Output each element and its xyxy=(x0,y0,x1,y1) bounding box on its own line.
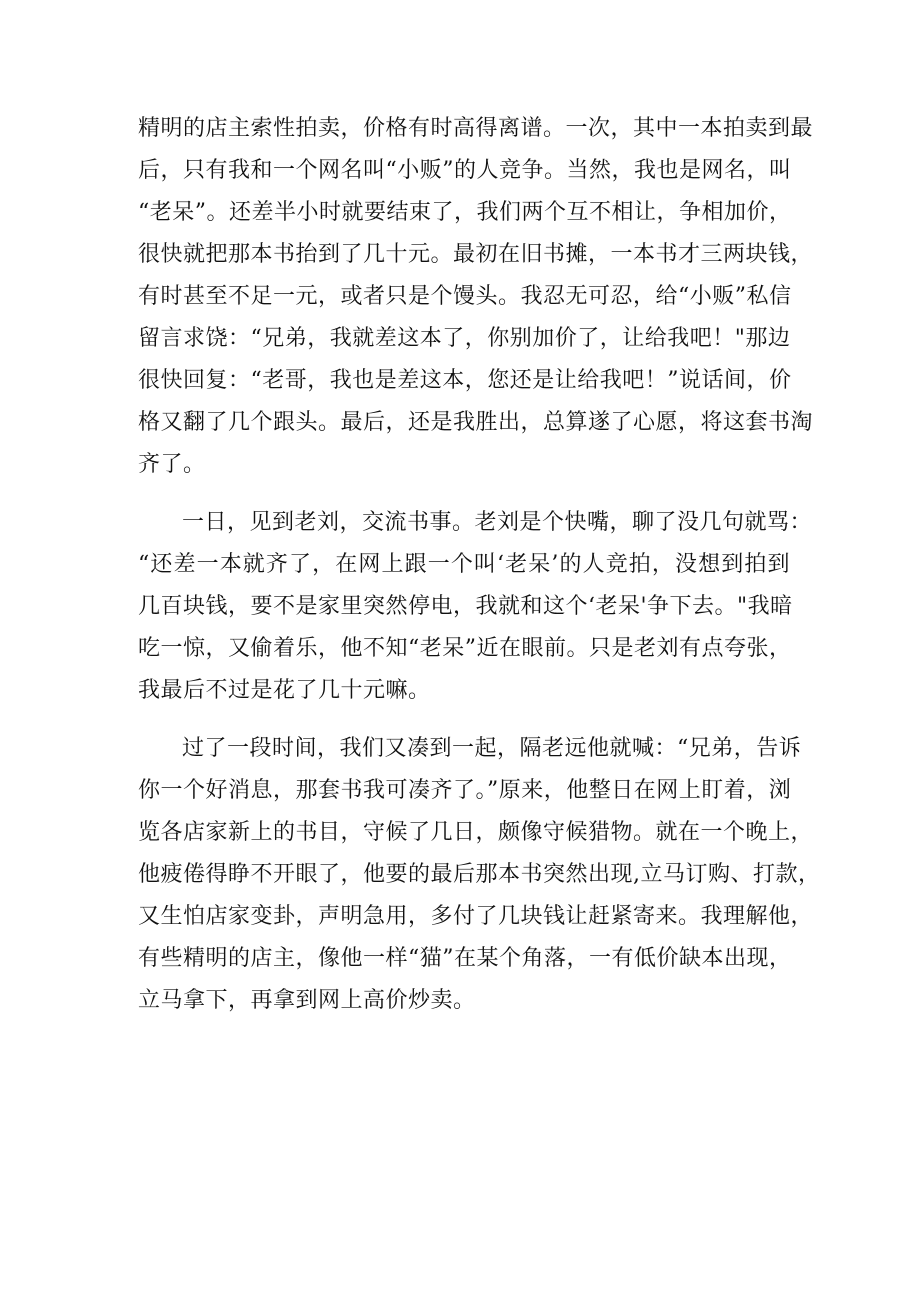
text-line: 吃一惊，又偷着乐，他不知“老呆”近在眼前。只是老刘有点夸张， xyxy=(138,636,792,661)
text-line: 又生怕店家变卦，声明急用，多付了几块钱让赶紧寄来。我理解他， xyxy=(138,904,814,929)
text-line: 后，只有我和一个网名叫“小贩”的人竞争。当然，我也是网名，叫 xyxy=(138,158,792,183)
text-line: 我最后不过是花了几十元嘛。 xyxy=(138,678,431,703)
text-line: 留言求饶：“兄弟，我就差这本了，你别加价了，让给我吧！"那边 xyxy=(138,326,791,351)
text-line: 齐了。 xyxy=(138,452,206,477)
text-line: 精明的店主索性拍卖，价格有时高得离谱。一次，其中一本拍卖到最 xyxy=(138,116,814,141)
text-line: 格又翻了几个跟头。最后，还是我胜出，总算遂了心愿，将这套书淘 xyxy=(138,410,814,435)
text-line: 有时甚至不足一元，或者只是个馒头。我忍无可忍，给“小贩”私信 xyxy=(138,284,792,309)
text-line: 一日，见到老刘，交流书事。老刘是个快嘴，聊了没几句就骂： xyxy=(182,510,813,535)
text-line: 很快回复：“老哥，我也是差这本，您还是让给我吧！”说话间，价 xyxy=(138,368,792,393)
text-line: 过了一段时间，我们又凑到一起，隔老远他就喊：“兄弟，告诉 xyxy=(182,736,802,761)
text-line: 他疲倦得睁不开眼了，他要的最后那本书突然出现,立马订购、打款， xyxy=(138,862,821,887)
text-line: 几百块钱，要不是家里突然停电，我就和这个‘老呆'争下去。"我暗 xyxy=(138,594,793,619)
text-line: 很快就把那本书抬到了几十元。最初在旧书摊，一本书才三两块钱， xyxy=(138,242,814,267)
paragraph-1 xyxy=(138,108,814,486)
paragraph-3 xyxy=(138,728,821,1022)
text-line: “还差一本就齐了，在网上跟一个叫‘老呆’的人竞拍，没想到拍到 xyxy=(138,552,790,577)
text-line: 立马拿下，再拿到网上高价炒卖。 xyxy=(138,988,476,1013)
text-line: 览各店家新上的书目，守候了几日，颇像守候猎物。就在一个晚上， xyxy=(138,820,814,845)
text-line: 你一个好消息，那套书我可凑齐了。”原来，他整日在网上盯着，浏 xyxy=(138,778,792,803)
text-line: 有些精明的店主，像他一样“猫”在某个角落，一有低价缺本出现， xyxy=(138,946,792,971)
paragraph-2 xyxy=(138,502,813,712)
body-text xyxy=(138,108,821,1038)
text-line: “老呆”。还差半小时就要结束了，我们两个互不相让，争相加价， xyxy=(138,200,792,225)
